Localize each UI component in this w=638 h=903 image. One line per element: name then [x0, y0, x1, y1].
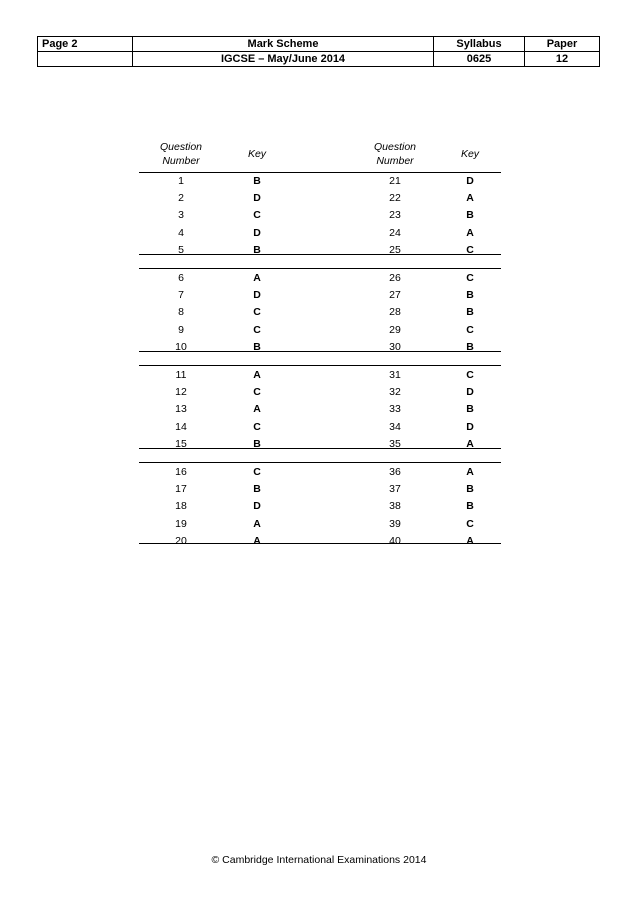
- question-number: 26: [389, 272, 401, 284]
- question-number: 34: [389, 420, 401, 433]
- answer-key: B: [253, 437, 261, 450]
- table-row: [139, 207, 501, 223]
- answer-key: A: [253, 369, 261, 381]
- answer-key: A: [253, 272, 261, 284]
- question-number: 1: [178, 175, 184, 187]
- question-number: 5: [178, 243, 184, 256]
- question-number: 23: [389, 209, 401, 222]
- question-number: 19: [175, 517, 187, 530]
- question-number: 6: [178, 272, 184, 284]
- table-rule: [139, 268, 501, 269]
- key-header-1: Key: [247, 148, 267, 160]
- answer-key: B: [253, 175, 261, 187]
- table-rule: [139, 365, 501, 366]
- table-row: [139, 287, 501, 303]
- question-header-word: Question: [373, 141, 417, 153]
- answer-key: C: [253, 420, 261, 433]
- question-number: 39: [389, 517, 401, 530]
- question-number: 27: [389, 289, 401, 302]
- paper-label: Paper: [525, 37, 600, 52]
- key-header-2: Key: [460, 148, 480, 160]
- header-row-2: [38, 52, 600, 67]
- answer-key: A: [466, 534, 474, 547]
- answer-key: C: [253, 323, 261, 336]
- answer-key: B: [466, 306, 474, 319]
- table-row: [139, 173, 501, 189]
- table-row: [139, 270, 501, 286]
- syllabus-label: Syllabus: [434, 37, 525, 52]
- question-number: 33: [389, 403, 401, 416]
- header-empty-cell: [38, 52, 133, 67]
- paper-number: 12: [525, 52, 600, 67]
- answer-key: B: [466, 209, 474, 222]
- question-number: 28: [389, 306, 401, 319]
- answer-key: B: [466, 483, 474, 496]
- copyright-footer: © Cambridge International Examinations 2014: [211, 854, 427, 866]
- question-number: 13: [175, 403, 187, 416]
- answer-key: A: [253, 534, 261, 547]
- question-number: 21: [389, 175, 401, 187]
- table-row: [139, 516, 501, 532]
- answer-key: D: [253, 500, 261, 513]
- question-number-header-2: [365, 137, 425, 171]
- question-number: 20: [175, 534, 187, 547]
- number-header-word: Number: [376, 155, 414, 167]
- question-number: 38: [389, 500, 401, 513]
- table-rule: [139, 462, 501, 463]
- table-row: [139, 367, 501, 383]
- table-row: [139, 242, 501, 258]
- table-row: [139, 225, 501, 241]
- answer-key: B: [253, 340, 261, 353]
- answer-key: C: [466, 517, 474, 530]
- table-row: [139, 533, 501, 549]
- question-number: 9: [178, 323, 184, 336]
- question-number: 4: [178, 226, 184, 239]
- answer-key: D: [253, 192, 261, 205]
- table-row: [139, 498, 501, 514]
- answer-key: B: [466, 289, 474, 302]
- answer-key: A: [466, 437, 474, 450]
- answer-key: C: [466, 243, 474, 256]
- answer-key: C: [253, 209, 261, 222]
- answer-key: B: [466, 340, 474, 353]
- question-number: 10: [175, 340, 187, 353]
- answer-key: A: [466, 226, 474, 239]
- table-row: [139, 464, 501, 480]
- question-number: 7: [178, 289, 184, 302]
- answer-key: D: [253, 226, 261, 239]
- answer-key: C: [253, 466, 261, 478]
- table-row: [139, 401, 501, 417]
- header-row-1: [38, 37, 600, 52]
- answer-key: A: [253, 403, 261, 416]
- table-row: [139, 190, 501, 206]
- answer-key: C: [466, 272, 474, 284]
- page-label: Page 2: [38, 37, 133, 52]
- question-number: 18: [175, 500, 187, 513]
- syllabus-code: 0625: [434, 52, 525, 67]
- question-number: 25: [389, 243, 401, 256]
- question-number: 16: [175, 466, 187, 478]
- answer-key: C: [466, 369, 474, 381]
- question-number: 40: [389, 534, 401, 547]
- question-number: 11: [175, 369, 187, 381]
- question-number: 30: [389, 340, 401, 353]
- answer-key: C: [466, 323, 474, 336]
- answer-key: B: [253, 483, 261, 496]
- question-number: 29: [389, 323, 401, 336]
- table-row: [139, 322, 501, 338]
- answer-key: A: [466, 192, 474, 205]
- table-row: [139, 481, 501, 497]
- question-number: 2: [178, 192, 184, 205]
- question-number: 36: [389, 466, 401, 478]
- question-number: 32: [389, 386, 401, 399]
- answer-key: A: [466, 466, 474, 478]
- answer-key: A: [253, 517, 261, 530]
- table-row: [139, 384, 501, 400]
- question-number-header-1: [151, 137, 211, 171]
- header-table: [37, 36, 600, 67]
- question-number: 24: [389, 226, 401, 239]
- answer-key: C: [253, 386, 261, 399]
- table-row: [139, 419, 501, 435]
- table-row: [139, 339, 501, 355]
- answer-key: D: [466, 386, 474, 399]
- answer-key: D: [466, 175, 474, 187]
- table-row: [139, 436, 501, 452]
- question-number: 14: [175, 420, 187, 433]
- number-header-word: Number: [162, 155, 200, 167]
- question-number: 12: [175, 386, 187, 399]
- answer-key: B: [253, 243, 261, 256]
- question-number: 8: [178, 306, 184, 319]
- answer-key: D: [253, 289, 261, 302]
- table-row: [139, 304, 501, 320]
- answer-key: B: [466, 403, 474, 416]
- question-number: 22: [389, 192, 401, 205]
- question-number: 31: [389, 369, 401, 381]
- answer-key: C: [253, 306, 261, 319]
- question-header-word: Question: [159, 141, 203, 153]
- question-number: 35: [389, 437, 401, 450]
- answer-key: B: [466, 500, 474, 513]
- question-number: 15: [175, 437, 187, 450]
- question-number: 37: [389, 483, 401, 496]
- mark-scheme-label: Mark Scheme: [133, 37, 434, 52]
- question-number: 17: [175, 483, 187, 496]
- answer-key: D: [466, 420, 474, 433]
- exam-session: IGCSE – May/June 2014: [133, 52, 434, 67]
- question-number: 3: [178, 209, 184, 222]
